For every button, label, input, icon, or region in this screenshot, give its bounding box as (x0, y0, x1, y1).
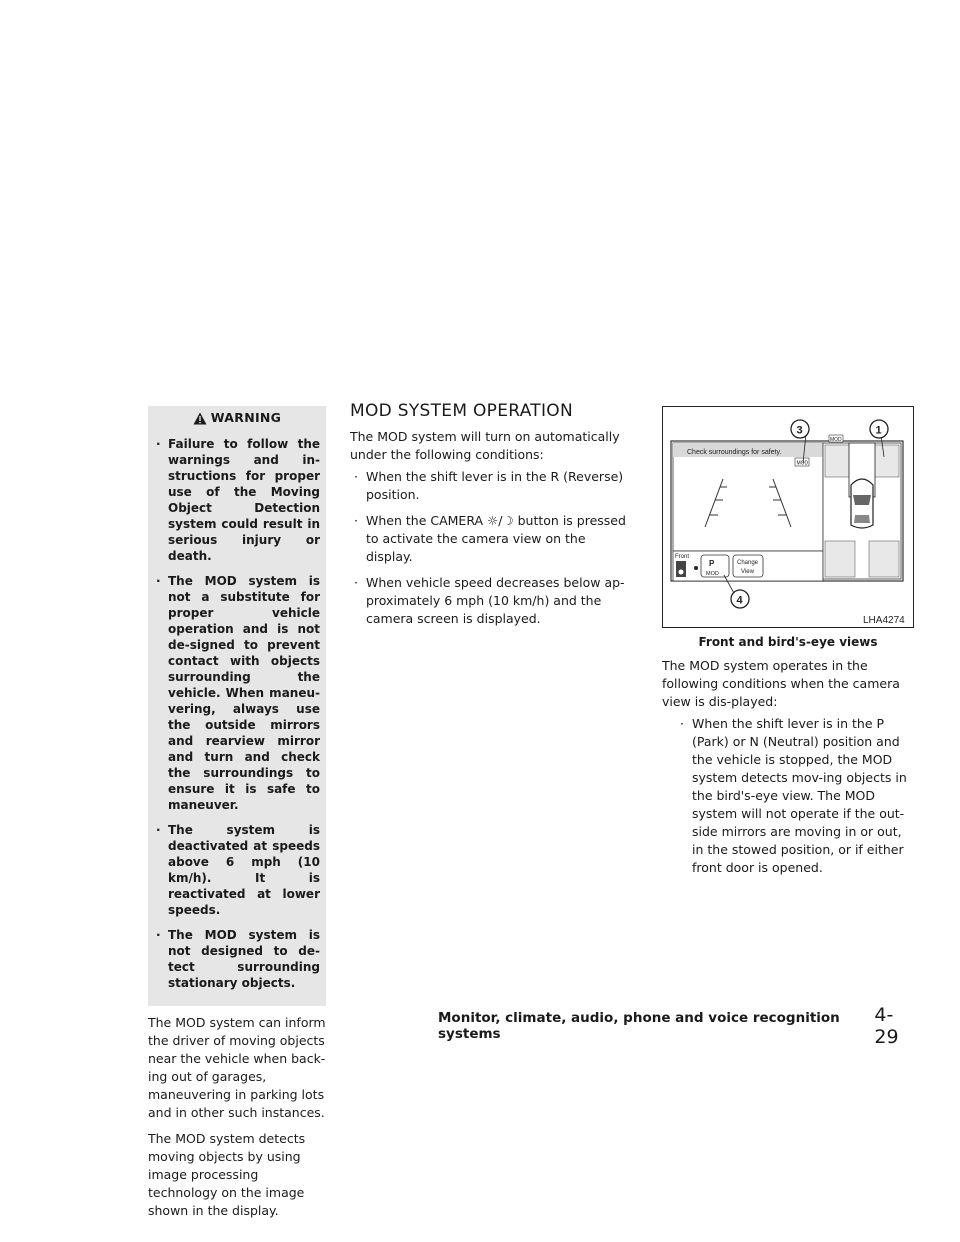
condition-item: · When the shift lever is in the R (Reverse) position. (350, 468, 634, 504)
p-label: P (709, 559, 715, 568)
mod-tag-text: MOD (796, 460, 809, 467)
callout-4-label: 4 (736, 594, 743, 607)
warning-item: · The system is deactivated at speeds above 6 mph (10 km/h). It is reactivated at lower speeds. (156, 822, 320, 918)
warning-icon (193, 412, 207, 425)
middle-column (350, 400, 634, 636)
figure-caption: Front and bird's-eye views (698, 635, 878, 649)
condition-item: · When vehicle speed decreases below ap-proximately 6 mph (10 km/h) and the camera screen is displayed. (350, 574, 634, 628)
condition-list (350, 468, 634, 628)
left-column (148, 406, 326, 1220)
figure-code: LHA4274 (863, 615, 905, 626)
callout-1-label: 1 (875, 424, 882, 437)
section-title: MOD SYSTEM OPERATION (350, 401, 574, 421)
body-paragraph: The MOD system detects moving objects by using image processing technology on the image shown in the display. (148, 1131, 306, 1218)
front-label: Front (675, 554, 690, 560)
change-label: Change (737, 560, 759, 566)
warning-title: WARNING (210, 410, 282, 425)
col3-item: · When the shift lever is in the P (Park) or N (Neutral) position and the vehicle is stopped, the MOD system detects mov-ing objects in the bird's-eye view. The MOD system will not operate if the out-side mirrors are moving in or out, in the stowed position, or if either front door is opened. (676, 715, 914, 877)
warning-item: · The MOD system is not designed to de-tect surrounding stationary objects. (156, 927, 320, 991)
section-intro: The MOD system will turn on automatically under the following conditions: (350, 429, 620, 462)
screen-warning-text: Check surroundings for safety. (687, 449, 782, 456)
view-label: View (741, 569, 754, 575)
warning-box (148, 406, 326, 1006)
warning-item: · Failure to follow the warnings and in-structions for proper use of the Moving Object Detection system could result in serious injury or death. (156, 436, 320, 564)
col3-intro: The MOD system operates in the following conditions when the camera view is dis-played: (662, 658, 900, 709)
condition-item: · When the CAMERA ☼/☽ button is pressed to activate the camera view on the display. (350, 512, 634, 566)
right-column (662, 406, 914, 885)
page-footer (438, 1004, 914, 1048)
mod-button-label: MOD (706, 571, 719, 577)
figure-illustration (663, 407, 913, 627)
warning-list (148, 430, 326, 991)
front-indicator (676, 561, 686, 577)
page-number: 4-29 (874, 1004, 899, 1048)
col3-list (662, 715, 914, 877)
body-paragraph: The MOD system can inform the driver of moving objects near the vehicle when back-ing out of garages, maneuvering in parking lots and in other such instances. (148, 1015, 326, 1120)
warning-header (148, 406, 326, 430)
footer-chapter-title: Monitor, climate, audio, phone and voice recognition systems (438, 1010, 840, 1042)
callout-3-label: 3 (796, 424, 803, 437)
figure-front-birds-eye (662, 406, 914, 628)
mod-tag-text: MOD (830, 437, 842, 443)
warning-item: · The MOD system is not a substitute for proper vehicle operation and is not de-signed to prevent contact with objects surrounding the vehicle. When maneu-vering, always use the outside mirrors and rearview mirror and turn and check the surroundings to ensure it is safe to maneuver. (156, 573, 320, 813)
